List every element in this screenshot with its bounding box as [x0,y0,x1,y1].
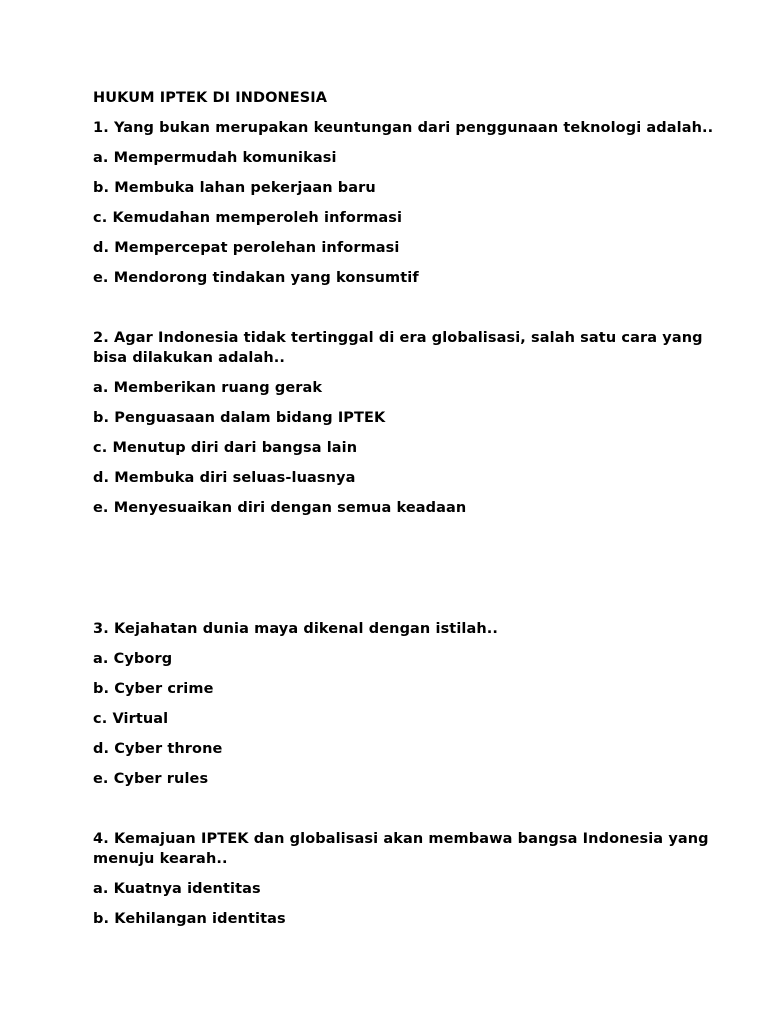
question-3-option-d: d. Cyber throne [93,741,223,757]
question-2-option-c: c. Menutup diri dari bangsa lain [93,440,358,456]
question-3-option-a: a. Cyborg [93,651,173,667]
question-1-text: 1. Yang bukan merupakan keuntungan dari penggunaan teknologi adalah.. [93,120,714,136]
question-4-text-line-1: 4. Kemajuan IPTEK dan globalisasi akan membawa bangsa Indonesia yang [93,831,709,847]
question-3-text: 3. Kejahatan dunia maya dikenal dengan istilah.. [93,621,499,637]
question-4-option-b: b. Kehilangan identitas [93,911,286,927]
question-1-option-e: e. Mendorong tindakan yang konsumtif [93,270,419,286]
question-1-option-d: d. Mempercepat perolehan informasi [93,240,400,256]
question-1-option-c: c. Kemudahan memperoleh informasi [93,210,403,226]
question-2-text-line-1: 2. Agar Indonesia tidak tertinggal di era globalisasi, salah satu cara yang [93,330,703,346]
question-4-text-line-2: menuju kearah.. [93,851,228,867]
question-1-option-b: b. Membuka lahan pekerjaan baru [93,180,376,196]
question-2-text-line-2: bisa dilakukan adalah.. [93,350,286,366]
question-3-option-e: e. Cyber rules [93,771,209,787]
question-2-option-d: d. Membuka diri seluas-luasnya [93,470,356,486]
question-2-option-a: a. Memberikan ruang gerak [93,380,323,396]
question-2-option-e: e. Menyesuaikan diri dengan semua keadaan [93,500,467,516]
question-1-option-a: a. Mempermudah komunikasi [93,150,337,166]
question-3-option-b: b. Cyber crime [93,681,214,697]
document-title: HUKUM IPTEK DI INDONESIA [93,90,328,106]
question-2-option-b: b. Penguasaan dalam bidang IPTEK [93,410,386,426]
question-4-option-a: a. Kuatnya identitas [93,881,261,897]
question-3-option-c: c. Virtual [93,711,169,727]
